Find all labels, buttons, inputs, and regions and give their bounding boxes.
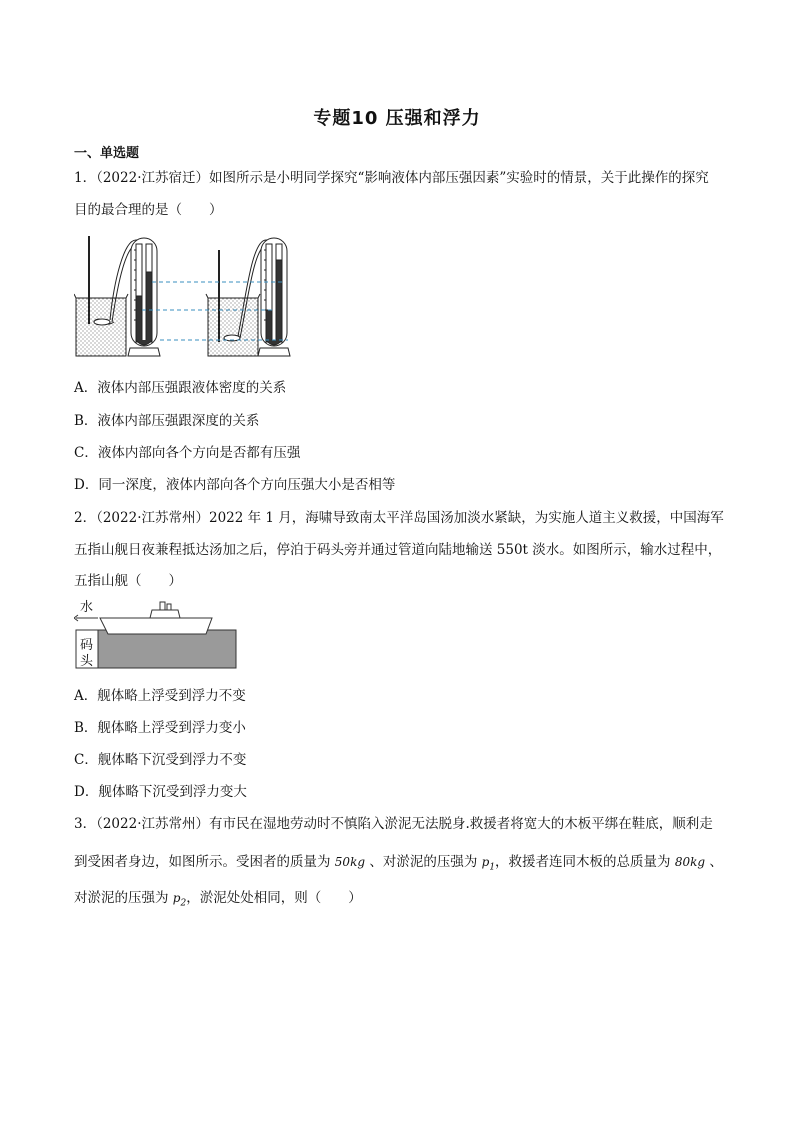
q3-text-f: ，淤泥处处相同，则（ ） [186,890,362,906]
q1-option-a: A．液体内部压强跟液体密度的关系 [74,380,287,396]
dock-label-2: 头 [80,654,94,669]
q3-mass-2: 80kg [674,855,706,869]
q2-figure-ship-at-dock [74,598,238,670]
q3-stem-line-2 [74,850,723,872]
q1-stem-line-1: 1．（2022·江苏宿迁）如图所示是小明同学探究“影响液体内部压强因素”实验时的情景，关于此操作的探究 [74,170,709,186]
q1-option-d: D．同一深度，液体内部向各个方向压强大小是否相等 [74,477,396,493]
q2-stem-line-1: 2．（2022·江苏常州）2022 年 1 月，海啸导致南太平洋岛国汤加淡水紧缺，为实施人道主义救援，中国海军 [74,510,724,526]
dock-label-1: 码 [80,638,94,653]
q1-figure-pressure-gauges [74,230,314,362]
q2-option-d: D．舰体略下沉受到浮力变大 [74,784,247,800]
water-label: 水 [80,600,94,615]
q2-option-c: C．舰体略下沉受到浮力不变 [74,752,247,768]
q2-stem-line-3: 五指山舰（ ） [74,573,182,589]
page-title: 专题10 压强和浮力 [313,108,481,129]
q3-text-c: ，救援者连同木板的总质量为 [495,854,675,870]
q1-option-b: B．液体内部压强跟深度的关系 [74,413,260,429]
q3-p1: $p_1$ [481,855,496,873]
q2-option-b: B．舰体略上浮受到浮力变小 [74,720,246,736]
section-heading: 一、单选题 [74,146,140,161]
q3-text-b: 、对淤泥的压强为 [365,854,482,870]
q3-stem-line-3 [74,886,362,908]
right-beaker [206,240,270,356]
q3-mass-1: 50kg [334,855,366,869]
left-beaker [74,236,140,356]
right-u-tube [258,238,290,356]
q3-stem-line-1: 3．（2022·江苏常州）有市民在湿地劳动时不慎陷入淤泥无法脱身.救援者将宽大的木板平绑在鞋底，顺利走 [74,816,713,832]
left-u-tube [128,238,160,356]
q3-text-a: 到受困者身边，如图所示。受困者的质量为 [74,854,335,870]
q3-p2: $p_2$ [172,891,187,909]
q1-option-c: C．液体内部向各个方向是否都有压强 [74,445,301,461]
q1-stem-line-2: 目的最合理的是（ ） [74,202,223,218]
q2-option-a: A．舰体略上浮受到浮力不变 [74,688,246,704]
q3-text-e: 对淤泥的压强为 [74,890,173,906]
q2-stem-line-2: 五指山舰日夜兼程抵达汤加之后，停泊于码头旁并通过管道向陆地输送 550t 淡水。如图所示，输水过程中， [74,542,722,558]
q3-text-d: 、 [705,854,723,870]
